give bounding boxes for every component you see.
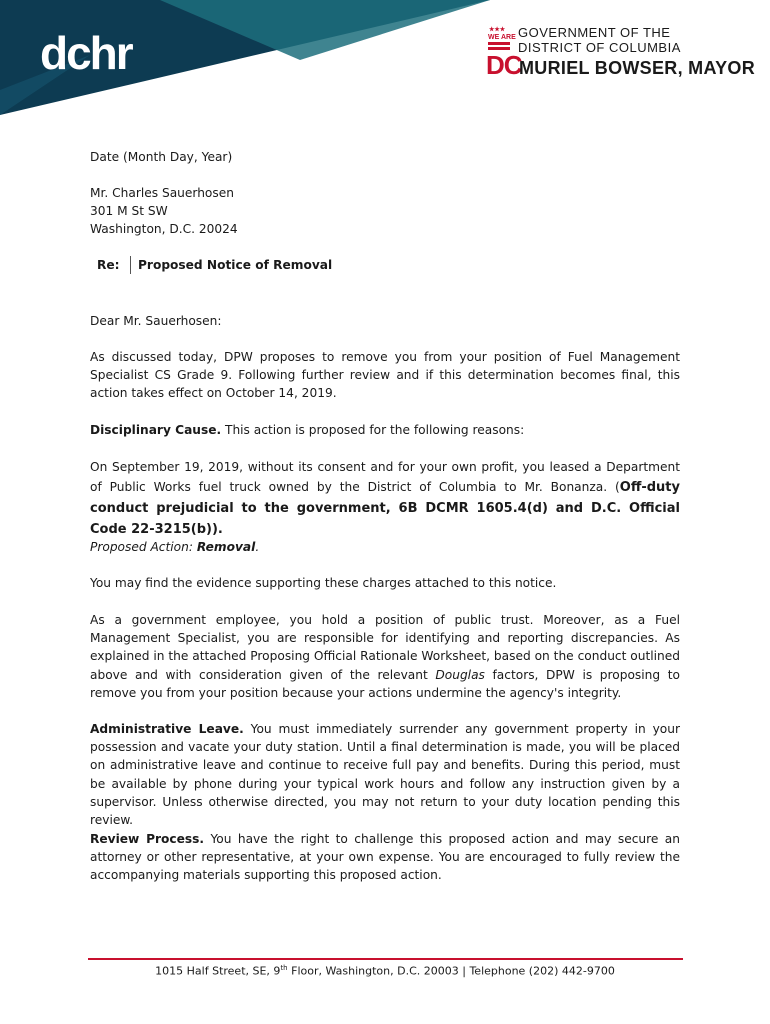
address-line-2: 301 M St SW <box>90 204 168 218</box>
salutation: Dear Mr. Sauerhosen: <box>90 314 222 328</box>
dc-mark: DC <box>486 50 522 80</box>
svg-text:★★★: ★★★ <box>489 27 506 33</box>
proposed-action <box>90 538 259 556</box>
trust-text-b: factors, DPW is proposing to remove you from your position because your actions undermine the agency's integrity. <box>90 667 680 700</box>
paragraph-intro: As discussed today, DPW proposes to remove you from your position of Fuel Management Specialist CS Grade 9. Following further review and if this determination becomes final, this action takes effect on October 14, 2019. <box>90 350 680 401</box>
footer-address <box>0 964 770 978</box>
footer-divider <box>88 958 683 960</box>
government-logo <box>486 25 756 85</box>
flag-tag: WE ARE <box>488 34 516 41</box>
leave-text: You must immediately surrender any government property in your possession and vacate your duty station. Until a final determination is made, you will be placed on administrative leave and continue to receive full pay and benefits. During this period, must be available by phone during your typical work hours and follow any instruction given by a supervisor. Unless otherwise directed, you may not return to your duty location pending this review. <box>90 722 680 828</box>
address-line-3: Washington, D.C. 20024 <box>90 222 238 236</box>
footer-sup: th <box>280 964 288 972</box>
trust-text-a: As a government employee, you hold a position of public trust. Moreover, as a Fuel Management Specialist, you are responsible for identifying and reporting discrepancies. As explained in the attached Proposing Official Rationale Worksheet, based on the conduct outlined above and with consideration given of the relevant <box>90 613 680 682</box>
letter-date: Date (Month Day, Year) <box>90 150 233 164</box>
paragraph-review <box>90 830 680 885</box>
mayor-name: MURIEL BOWSER, MAYOR <box>519 58 756 78</box>
paragraph-cause <box>90 421 680 439</box>
dchr-logo: dchr <box>40 27 132 79</box>
paragraph-charge <box>90 457 680 540</box>
charge-citation: Off-duty conduct prejudicial to the government, 6B DCMR 1605.4(d) and D.C. Official Code 22-3215(b)). <box>90 480 680 537</box>
header-banner <box>0 0 490 115</box>
douglas-term: Douglas <box>435 667 485 682</box>
re-label: Re: <box>97 258 120 272</box>
action-label: Proposed Action: <box>90 540 197 554</box>
paragraph-trust <box>90 611 680 702</box>
action-value: Removal <box>196 540 256 554</box>
charge-text: On September 19, 2019, without its consent and for your own profit, you leased a Department of Public Works fuel truck owned by the District of Columbia to Mr. Bonanza. ( <box>90 460 680 494</box>
leave-label: Administrative Leave. <box>90 722 244 736</box>
gov-line-2: DISTRICT OF COLUMBIA <box>518 40 681 55</box>
re-subject: Proposed Notice of Removal <box>138 258 333 272</box>
review-label: Review Process. <box>90 832 205 846</box>
gov-line-1: GOVERNMENT OF THE <box>518 25 671 40</box>
dc-flag-icon <box>486 25 516 51</box>
re-divider <box>130 256 131 274</box>
address-line-1: Mr. Charles Sauerhosen <box>90 186 234 200</box>
footer-part-1: 1015 Half Street, SE, 9 <box>155 964 281 978</box>
action-end: . <box>255 540 260 554</box>
evidence-note: You may find the evidence supporting these charges attached to this notice. <box>90 576 557 590</box>
review-text: You have the right to challenge this proposed action and may secure an attorney or other representative, at your own expense. You are encouraged to fully review the accompanying materials supporting this proposed action. <box>90 832 680 883</box>
paragraph-leave <box>90 720 680 829</box>
cause-text: This action is proposed for the following reasons: <box>221 423 525 437</box>
cause-label: Disciplinary Cause. <box>90 423 222 437</box>
footer-part-2: Floor, Washington, D.C. 20003 | Telephone (202) 442-9700 <box>287 964 615 978</box>
